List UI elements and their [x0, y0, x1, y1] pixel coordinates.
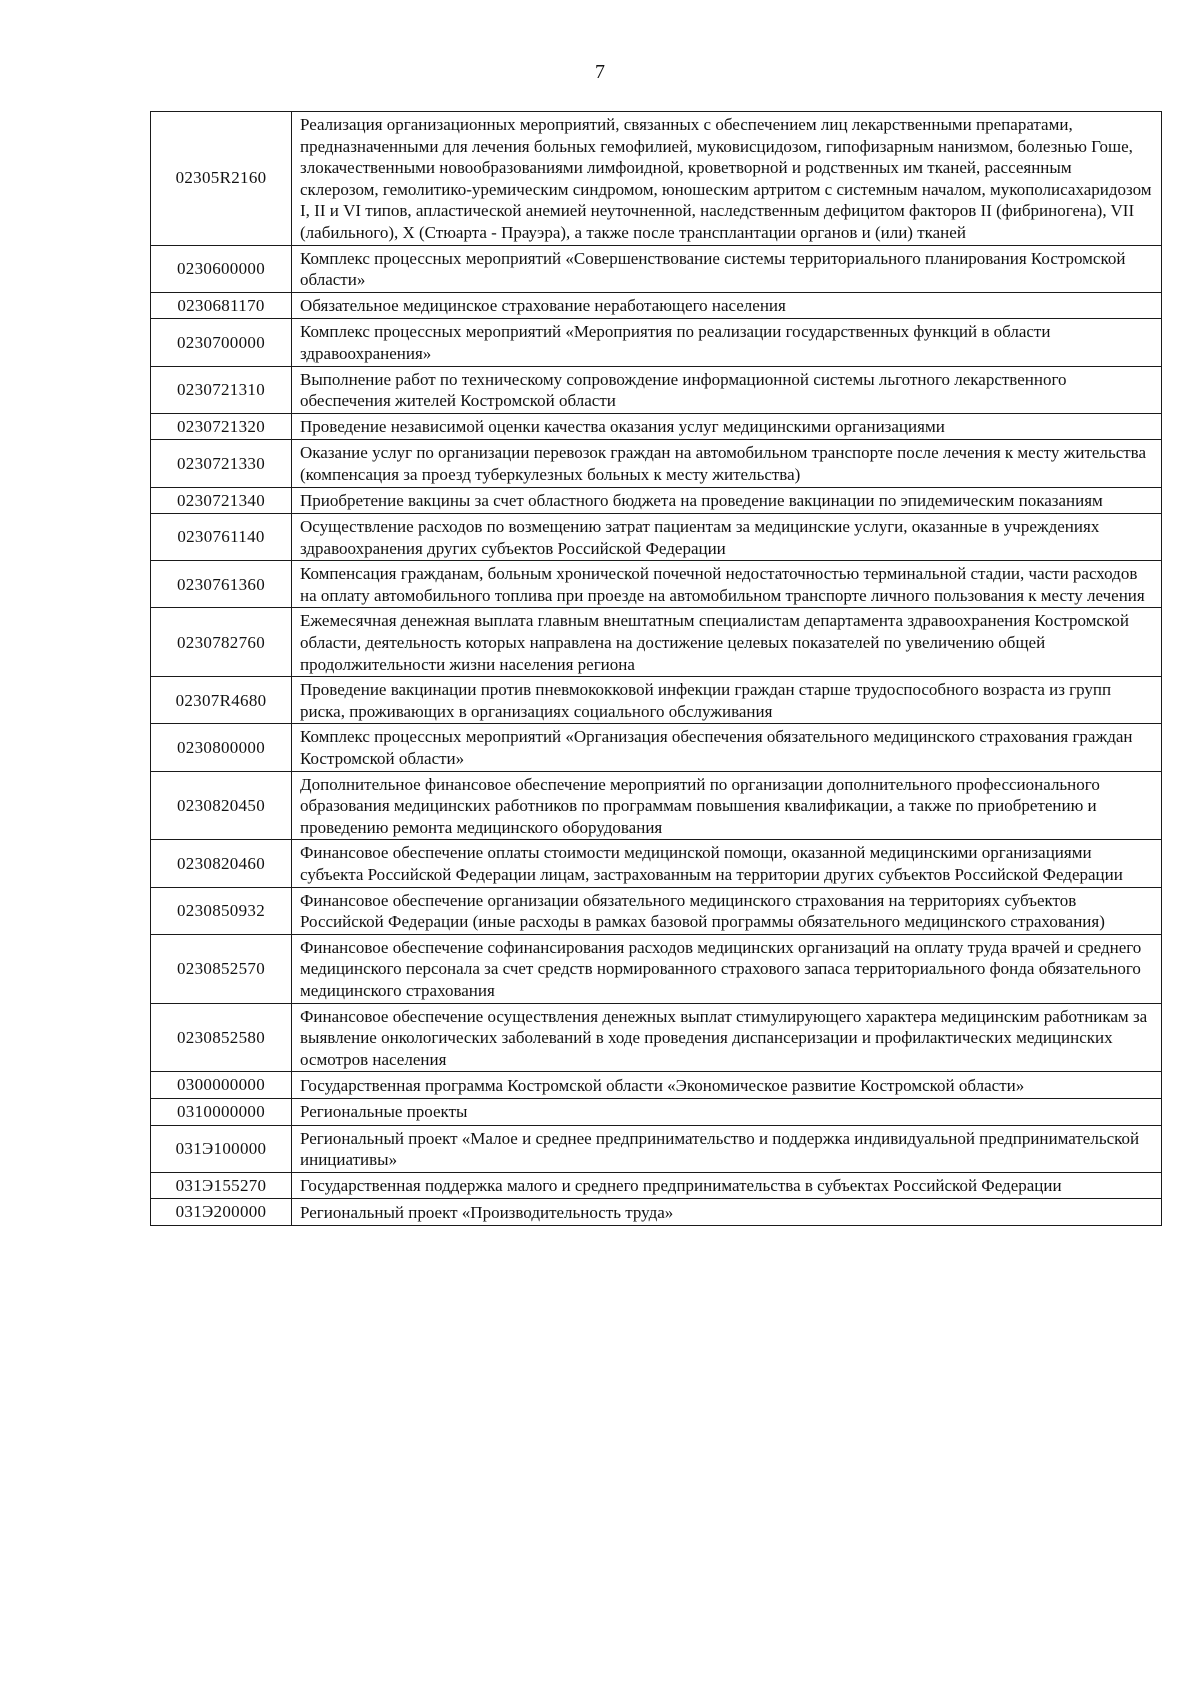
- row-code: 02305R2160: [151, 112, 292, 246]
- row-description: Ежемесячная денежная выплата главным внештатным специалистам департамента здравоохранения Костромской области, деятельность которых направлена на достижение целевых показателей по увеличению общей продолжительности жизни населения региона: [292, 608, 1162, 677]
- table-row: [151, 1172, 1162, 1199]
- page-number: 7: [595, 61, 605, 83]
- row-description: Дополнительное финансовое обеспечение мероприятий по организации дополнительного профессионального образования медицинских работников по программам повышения квалификации, а также по приобретению и проведению ремонта медицинского оборудования: [292, 771, 1162, 840]
- row-code: 0230721340: [151, 487, 292, 514]
- table-row: [151, 887, 1162, 934]
- row-description: Реализация организационных мероприятий, связанных с обеспечением лиц лекарственными препаратами, предназначенными для лечения больных гемофилией, муковисцидозом, гипофизарным нанизмом, болезнью Гоше, злокачественными новообразованиями лимфоидной, кроветворной и родственных им тканей, рассеянным склерозом, гемолитико-уремическим синдромом, юношеским артритом с системным началом, мукополисахаридозом I, II и VI типов, апластической анемией неуточненной, наследственным дефицитом факторов II (фибриногена), VII (лабильного), X (Стюарта - Прауэра), а также после трансплантации органов и (или) тканей: [292, 112, 1162, 246]
- table-row: [151, 677, 1162, 724]
- row-code: 0230681170: [151, 292, 292, 319]
- table-row: [151, 1125, 1162, 1172]
- table-row: [151, 245, 1162, 292]
- table-row: [151, 413, 1162, 440]
- row-code: 0230852580: [151, 1003, 292, 1072]
- row-code: 0230761360: [151, 561, 292, 608]
- table-row: [151, 366, 1162, 413]
- row-description: Государственная поддержка малого и среднего предпринимательства в субъектах Российской Федерации: [292, 1172, 1162, 1199]
- row-code: 0310000000: [151, 1098, 292, 1125]
- row-description: Комплекс процессных мероприятий «Организация обеспечения обязательного медицинского страхования граждан Костромской области»: [292, 724, 1162, 771]
- row-code: 0230852570: [151, 934, 292, 1003]
- row-code: 02307R4680: [151, 677, 292, 724]
- row-description: Компенсация гражданам, больным хронической почечной недостаточностью терминальной стадии, части расходов на оплату автомобильного топлива при проезде на автомобильном транспорте личного пользования к месту лечения: [292, 561, 1162, 608]
- row-description: Оказание услуг по организации перевозок граждан на автомобильном транспорте после лечения к месту жительства (компенсация за проезд туберкулезных больных к месту жительства): [292, 440, 1162, 487]
- row-description: Осуществление расходов по возмещению затрат пациентам за медицинские услуги, оказанные в учреждениях здравоохранения других субъектов Российской Федерации: [292, 514, 1162, 561]
- row-description: Комплекс процессных мероприятий «Совершенствование системы территориального планирования Костромской области»: [292, 245, 1162, 292]
- table-row: [151, 487, 1162, 514]
- row-description: Региональный проект «Производительность труда»: [292, 1199, 1162, 1226]
- table-row: [151, 1199, 1162, 1226]
- table-row: [151, 561, 1162, 608]
- row-code: 0230721320: [151, 413, 292, 440]
- row-description: Региональный проект «Малое и среднее предпринимательство и поддержка индивидуальной предпринимательской инициативы»: [292, 1125, 1162, 1172]
- table-body: [151, 112, 1162, 1226]
- budget-codes-table: [150, 111, 1162, 1226]
- row-code: 031Э100000: [151, 1125, 292, 1172]
- table-row: [151, 319, 1162, 366]
- table-row: [151, 840, 1162, 887]
- table-row: [151, 724, 1162, 771]
- row-code: 0230850932: [151, 887, 292, 934]
- row-code: 0230782760: [151, 608, 292, 677]
- table-row: [151, 1072, 1162, 1099]
- row-description: Проведение вакцинации против пневмококковой инфекции граждан старше трудоспособного возраста из групп риска, проживающих в организациях социального обслуживания: [292, 677, 1162, 724]
- row-description: Финансовое обеспечение осуществления денежных выплат стимулирующего характера медицинским работникам за выявление онкологических заболеваний в ходе проведения диспансеризации и профилактических медицинских осмотров населения: [292, 1003, 1162, 1072]
- table-row: [151, 514, 1162, 561]
- row-description: Финансовое обеспечение софинансирования расходов медицинских организаций на оплату труда врачей и среднего медицинского персонала за счет средств нормированного страхового запаса территориального фонда обязательного медицинского страхования: [292, 934, 1162, 1003]
- row-description: Государственная программа Костромской области «Экономическое развитие Костромской области»: [292, 1072, 1162, 1099]
- table-row: [151, 1098, 1162, 1125]
- table-row: [151, 292, 1162, 319]
- table-row: [151, 1003, 1162, 1072]
- row-code: 031Э155270: [151, 1172, 292, 1199]
- row-code: 0300000000: [151, 1072, 292, 1099]
- row-description: Обязательное медицинское страхование неработающего населения: [292, 292, 1162, 319]
- row-description: Финансовое обеспечение оплаты стоимости медицинской помощи, оказанной медицинскими организациями субъекта Российской Федерации лицам, застрахованным на территории других субъектов Российской Федерации: [292, 840, 1162, 887]
- row-code: 0230761140: [151, 514, 292, 561]
- row-code: 0230700000: [151, 319, 292, 366]
- row-code: 031Э200000: [151, 1199, 292, 1226]
- row-code: 0230820460: [151, 840, 292, 887]
- row-description: Региональные проекты: [292, 1098, 1162, 1125]
- row-code: 0230820450: [151, 771, 292, 840]
- row-description: Финансовое обеспечение организации обязательного медицинского страхования на территориях субъектов Российской Федерации (иные расходы в рамках базовой программы обязательного медицинского страхования): [292, 887, 1162, 934]
- table-row: [151, 112, 1162, 246]
- row-description: Выполнение работ по техническому сопровождение информационной системы льготного лекарственного обеспечения жителей Костромской области: [292, 366, 1162, 413]
- row-description: Комплекс процессных мероприятий «Мероприятия по реализации государственных функций в области здравоохранения»: [292, 319, 1162, 366]
- row-description: Проведение независимой оценки качества оказания услуг медицинскими организациями: [292, 413, 1162, 440]
- table-row: [151, 771, 1162, 840]
- table-row: [151, 608, 1162, 677]
- row-code: 0230721310: [151, 366, 292, 413]
- row-code: 0230600000: [151, 245, 292, 292]
- row-code: 0230800000: [151, 724, 292, 771]
- row-code: 0230721330: [151, 440, 292, 487]
- row-description: Приобретение вакцины за счет областного бюджета на проведение вакцинации по эпидемическим показаниям: [292, 487, 1162, 514]
- table-row: [151, 440, 1162, 487]
- table-row: [151, 934, 1162, 1003]
